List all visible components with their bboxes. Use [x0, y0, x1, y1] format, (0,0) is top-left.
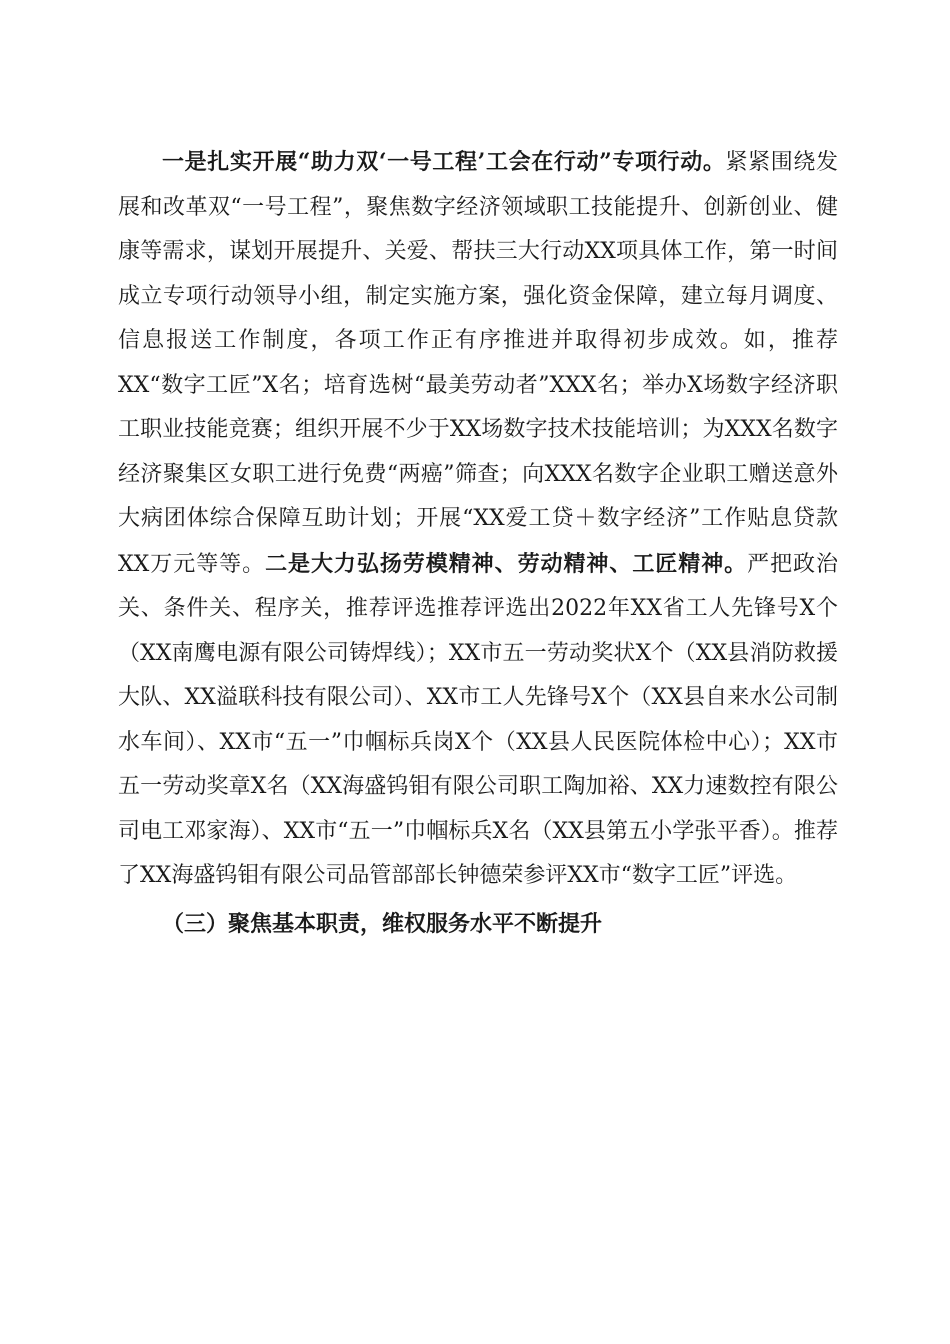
paragraph-text-2: 严把政治关、条件关、程序关，推荐评选推荐评选出2022年XX省工人先锋号X个（XX南鹰电源有限公司铸焊线）；XX市五一劳动奖状X个（XX县消防救援大队、XX溢联科技有限公司）、XX市工人先锋号X个（XX县自来水公司制水车间）、XX市“五一”巾帼标兵岗X个（XX县人民医院体检中心）；XX市五一劳动奖章X名（XX海盛钨钼有限公司职工陶加裕、XX力速数控有限公司电工邓家海）、XX市“五一”巾帼标兵X名（XX县第五小学张平香）。推荐了XX海盛钨钼有限公司品管部部长钟德荣参评XX市“数字工匠”评选。	[118, 551, 838, 888]
paragraph-text: 紧紧围绕发展和改革双“一号工程”，聚焦数字经济领域职工技能提升、创新创业、健康等需求，谋划开展提升、关爱、帮扶三大行动XX项具体工作，第一时间成立专项行动领导小组，制定实施方案，强化资金保障，建立每月调度、信息报送工作制度，各项工作正有序推进并取得初步成效。如，推荐XX“数字工匠”X名；培育选树“最美劳动者”XXX名；举办X场数字经济职工职业技能竞赛；组织开展不少于XX场数字技术技能培训；为XXX名数字经济聚集区女职工进行免费“两癌”筛查；向XXX名数字企业职工赠送意外大病团体综合保障互助计划；开展“XX爱工贷＋数字经济”工作贴息贷款XX万元等等。	[118, 150, 838, 577]
paragraph-lead-sentence: 一是扎实开展“助力双‘一号工程’工会在行动”专项行动。	[162, 149, 726, 175]
paragraph-lead-sentence-2: 二是大力弘扬劳模精神、劳动精神、工匠精神。	[265, 550, 748, 577]
paragraph	[118, 140, 838, 899]
section-heading: （三）聚焦基本职责，维权服务水平不断提升	[162, 910, 603, 937]
document-body	[118, 140, 838, 947]
